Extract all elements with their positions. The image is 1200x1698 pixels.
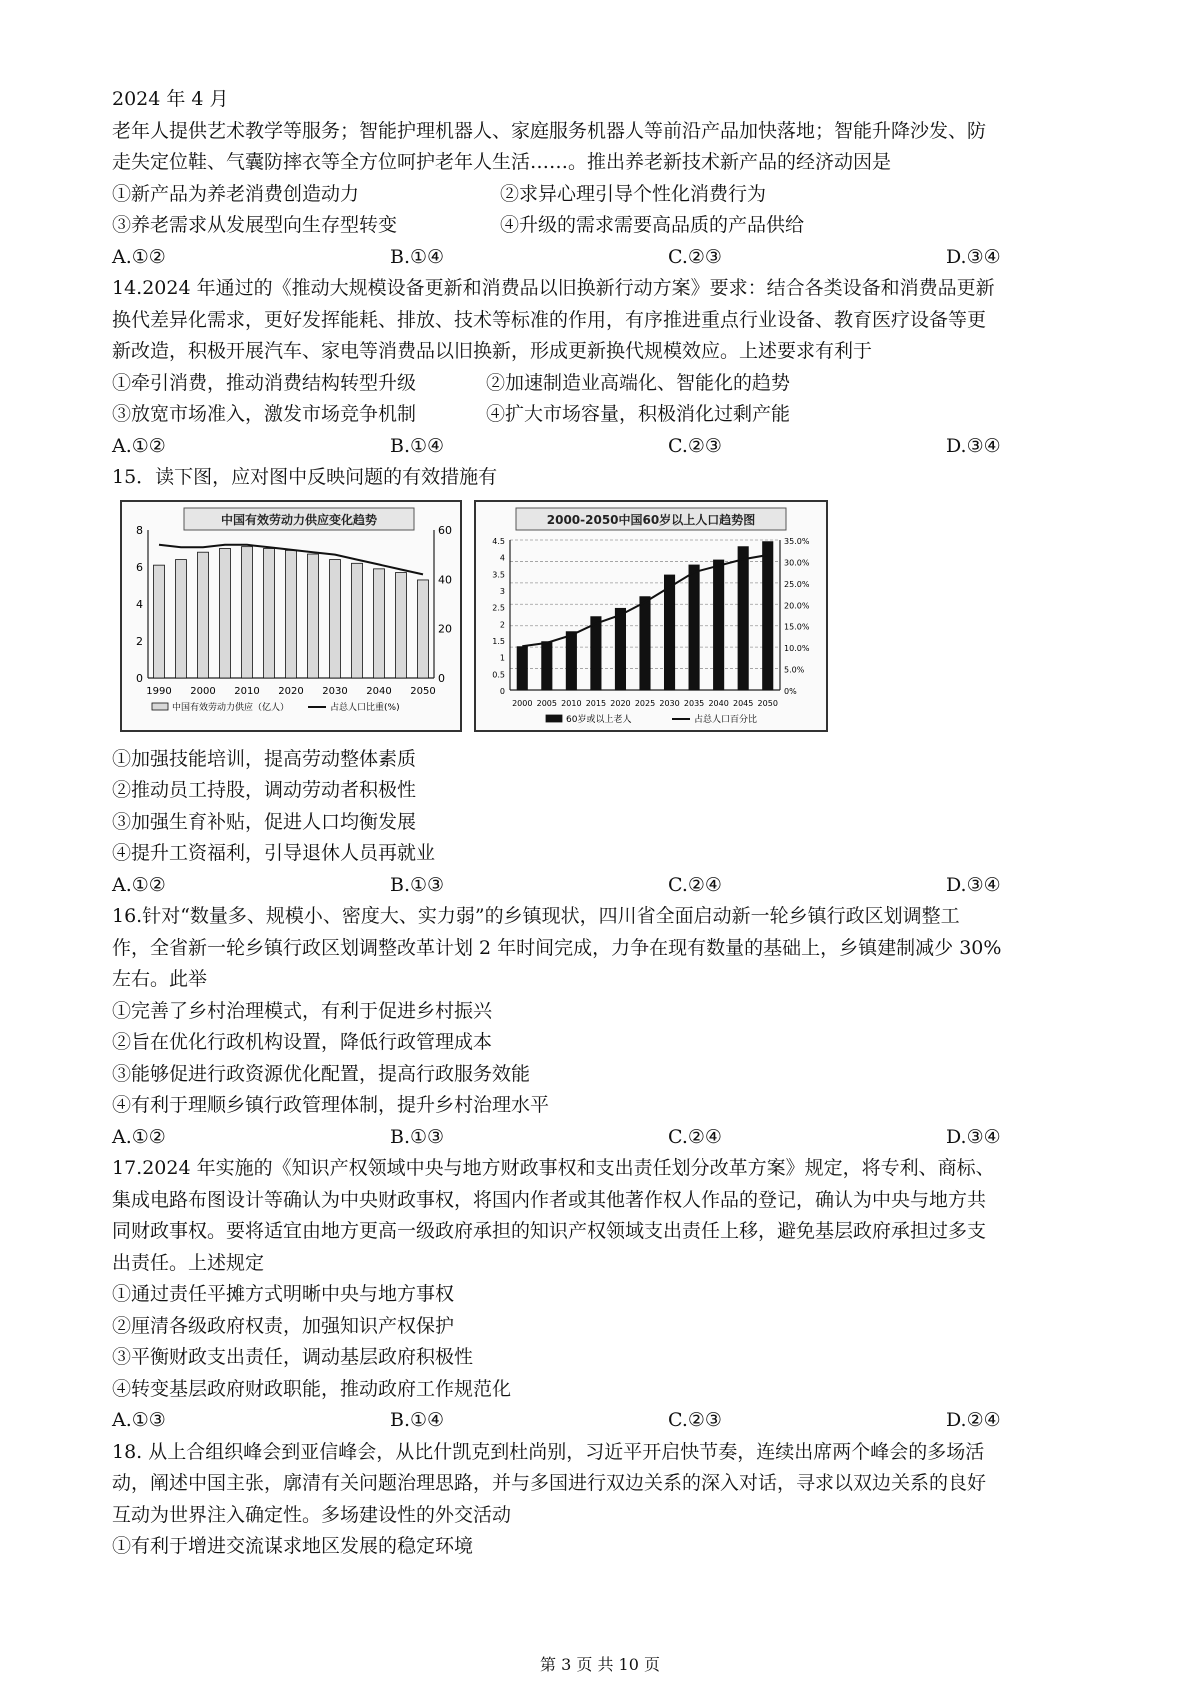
bar [352,563,363,678]
x-tick-label: 2040 [366,685,392,697]
statement-row [112,179,1092,211]
x-tick-label: 2030 [659,698,680,708]
y-tick-label-right: 0% [784,686,797,696]
x-tick-label: 2050 [410,685,436,697]
bar [542,641,552,689]
bar [738,546,748,689]
chart-title: 中国有效劳动力供应变化趋势 [220,512,378,527]
bar [374,568,385,677]
y-tick-label-left: 1.5 [492,636,505,646]
question-text-line: 18. 从上合组织峰会到亚信峰会，从比什凯克到杜尚别，习近平开启快节奏，连续出席两个峰会的多场活 [112,1440,985,1463]
y-tick-label-left: 4 [499,553,505,563]
legend-label: 60岁或以上老人 [566,714,632,725]
statement-row [112,210,1092,242]
y-tick-label-left: 6 [136,560,143,574]
question-text-line: 16.针对“数量多、规模小、密度大、实力弱”的乡镇现状，四川省全面启动新一轮乡镇行政区划调整工 [112,905,960,927]
answer-options [112,1405,1092,1437]
bar [176,559,187,677]
legend-label: 占总人口百分比 [694,714,758,725]
x-tick-label: 2000 [512,698,533,708]
statement-row [112,368,1092,400]
y-tick-label-left: 2.5 [492,603,505,613]
bar [396,572,407,677]
bar [763,541,773,689]
y-tick-label-right: 20 [438,622,452,636]
statement-row [112,399,1092,431]
option-c: C.②③ [668,1409,722,1431]
x-tick-label: 2000 [190,685,216,697]
y-tick-label-left: 1 [499,653,505,663]
statement-1: ①牵引消费，推动消费结构转型升级 [112,371,417,394]
bar [689,565,699,690]
bar [640,596,650,689]
option-b: B.①③ [390,1125,445,1148]
bar [591,616,601,689]
question-text-line: 走失定位鞋、气囊防摔衣等全方位呵护老年人生活……。推出养老新技术新产品的经济动因是 [112,151,892,173]
option-b: B.①③ [390,873,445,896]
x-tick-label: 2020 [610,698,631,708]
question-17 [112,1153,1092,1437]
bar [566,631,576,689]
statement-1: ①新产品为养老消费创造动力 [112,182,360,205]
question-14 [112,273,1092,462]
y-tick-label-left: 4.5 [492,536,505,546]
chart-labor-supply-svg [122,502,460,730]
y-tick-label-left: 3 [499,586,505,596]
x-tick-label: 2010 [561,698,582,708]
chart-labor-supply [120,500,462,732]
option-a: A.①② [112,434,166,457]
chart-title: 2000-2050中国60岁以上人口趋势图 [546,512,756,527]
statement-3: ③养老需求从发展型向生存型转变 [112,214,398,236]
question-text-line: 同财政事权。要将适宜由地方更高一级政府承担的知识产权领域支出责任上移，避免基层政府承担过多支 [112,1220,987,1242]
y-tick-label-right: 20.0% [784,600,810,610]
y-tick-label-right: 25.0% [784,579,810,589]
question-text-line: 左右。此举 [112,968,208,990]
option-a: A.①② [112,873,166,896]
y-tick-label-right: 60 [438,523,452,537]
statement-1: ①完善了乡村治理模式，有利于促进乡村振兴 [112,999,493,1022]
answer-options [112,870,1092,902]
bar [713,560,723,690]
x-tick-label: 2040 [708,698,729,708]
bar [154,565,165,678]
figure-charts [120,500,1092,740]
legend-swatch-bar [152,703,168,710]
bar [198,552,209,678]
question-text-line: 集成电路布图设计等确认为中央财政事权，将国内作者或其他著作权人作品的登记，确认为中央与地方共 [112,1188,987,1211]
statement-3: ③能够促进行政资源优化配置，提高行政服务效能 [112,1062,531,1085]
y-tick-label-right: 40 [438,572,452,586]
statement-1: ①有利于增进交流谋求地区发展的稳定环境 [112,1535,474,1557]
question-text-line: 17.2024 年实施的《知识产权领域中央与地方财政事权和支出责任划分改革方案》规定，将专利、商标、 [112,1157,995,1179]
option-b: B.①④ [390,1409,445,1431]
option-c: C.②④ [668,1125,722,1148]
question-text-line: 新改造，积极开展汽车、家电等消费品以旧换新，形成更新换代规模效应。上述要求有利于 [112,340,873,362]
x-tick-label: 2030 [322,685,348,697]
y-tick-label-left: 4 [136,597,143,611]
statement-3: ③平衡财政支出责任，调动基层政府积极性 [112,1346,474,1368]
y-tick-label-right: 15.0% [784,622,810,632]
bar [220,548,231,678]
statement-2: ②厘清各级政府权责，加强知识产权保护 [112,1314,455,1337]
option-c: C.②④ [668,873,722,896]
statement-1: ①加强技能培训，提高劳动整体素质 [112,747,417,770]
page-header-date: 2024 年 4 月 [112,88,229,110]
statement-2: ②加速制造业高端化、智能化的趋势 [486,371,791,394]
bar [615,608,625,690]
y-tick-label-right: 5.0% [784,665,805,675]
question-text-line: 老年人提供艺术教学等服务；智能护理机器人、家庭服务机器人等前沿产品加快落地；智能升降沙发、防 [112,119,987,142]
question-15 [112,462,1092,901]
answer-options [112,431,1092,463]
question-text-line: 动，阐述中国主张，廓清有关问题治理思路，并与多国进行双边关系的深入对话，寻求以双边关系的良好 [112,1472,987,1494]
question-13 [112,116,1092,274]
statement-2: ②旨在优化行政机构设置，降低行政管理成本 [112,1031,493,1053]
statement-2: ②求异心理引导个性化消费行为 [500,182,767,205]
question-18 [112,1437,1092,1563]
question-text-line: 15．读下图，应对图中反映问题的有效措施有 [112,466,498,488]
x-tick-label: 2035 [683,698,705,708]
option-c: C.②③ [668,434,722,457]
option-b: B.①④ [390,245,445,268]
x-tick-label: 2045 [733,698,754,708]
answer-options [112,242,1092,274]
bar [308,554,319,678]
statement-3: ③加强生育补贴，促进人口均衡发展 [112,810,417,833]
question-text-line: 换代差异化需求，更好发挥能耗、排放、技术等标准的作用，有序推进重点行业设备、教育医疗设备等更 [112,308,987,331]
statement-1: ①通过责任平摊方式明晰中央与地方事权 [112,1283,455,1305]
option-d: D.③④ [946,434,1001,457]
bar [517,646,527,689]
x-tick-label: 2010 [234,685,260,697]
option-d: D.②④ [946,1409,1001,1431]
statement-4: ④升级的需求需要高品质的产品供给 [500,214,805,236]
page-footer: 第 3 页 共 10 页 [540,1655,660,1674]
y-tick-label-left: 0 [499,686,505,696]
y-tick-label-left: 8 [136,523,143,537]
option-c: C.②③ [668,245,722,268]
question-16 [112,901,1092,1153]
statement-3: ③放宽市场准入，激发市场竞争机制 [112,403,417,425]
y-tick-label-left: 0.5 [492,669,505,679]
exam-page [112,84,1092,1563]
y-tick-label-right: 35.0% [784,536,810,546]
legend-swatch-bar [546,715,562,722]
y-tick-label-right: 30.0% [784,557,810,567]
y-tick-label-left: 2 [136,634,143,648]
x-tick-label: 2005 [536,698,557,708]
x-tick-label: 2020 [278,685,304,697]
option-a: A.①③ [112,1409,166,1431]
bar [264,548,275,678]
y-tick-label-left: 0 [136,671,143,685]
bar [418,579,429,677]
x-tick-label: 2015 [585,698,607,708]
statement-4: ④提升工资福利，引导退休人员再就业 [112,842,436,864]
option-b: B.①④ [390,434,445,457]
statement-2: ②推动员工持股，调动劳动者积极性 [112,779,417,801]
x-tick-label: 2025 [634,698,656,708]
option-a: A.①② [112,1125,166,1148]
y-tick-label-right: 0 [438,671,445,685]
bar [286,550,297,678]
bar [330,559,341,677]
option-d: D.③④ [946,245,1001,268]
chart-elderly-population-svg [476,502,826,730]
question-text-line: 出责任。上述规定 [112,1251,265,1274]
bar [242,546,253,677]
option-a: A.①② [112,245,166,268]
option-d: D.③④ [946,873,1001,896]
bar [664,575,674,690]
statement-4: ④转变基层政府财政职能，推动政府工作规范化 [112,1377,512,1400]
option-d: D.③④ [946,1125,1001,1148]
legend-label: 占总人口比重(%) [330,702,400,713]
question-text-line: 14.2024 年通过的《推动大规模设备更新和消费品以旧换新行动方案》要求：结合各类设备和消费品更新 [112,277,995,299]
x-tick-label: 2050 [757,698,778,708]
y-tick-label-left: 3.5 [492,569,505,579]
legend-label: 中国有效劳动力供应（亿人） [172,702,290,713]
y-tick-label-left: 2 [499,619,505,629]
question-text-line: 作，全省新一轮乡镇行政区划调整改革计划 2 年时间完成，力争在现有数量的基础上，乡镇建制减少 30% [112,936,1002,959]
question-text-line: 互动为世界注入确定性。多场建设性的外交活动 [112,1503,512,1526]
answer-options [112,1122,1092,1154]
statement-4: ④有利于理顺乡镇行政管理体制，提升乡村治理水平 [112,1094,550,1116]
y-tick-label-right: 10.0% [784,643,810,653]
chart-elderly-population [474,500,828,732]
statement-4: ④扩大市场容量，积极消化过剩产能 [486,403,791,425]
x-tick-label: 1990 [146,685,172,697]
